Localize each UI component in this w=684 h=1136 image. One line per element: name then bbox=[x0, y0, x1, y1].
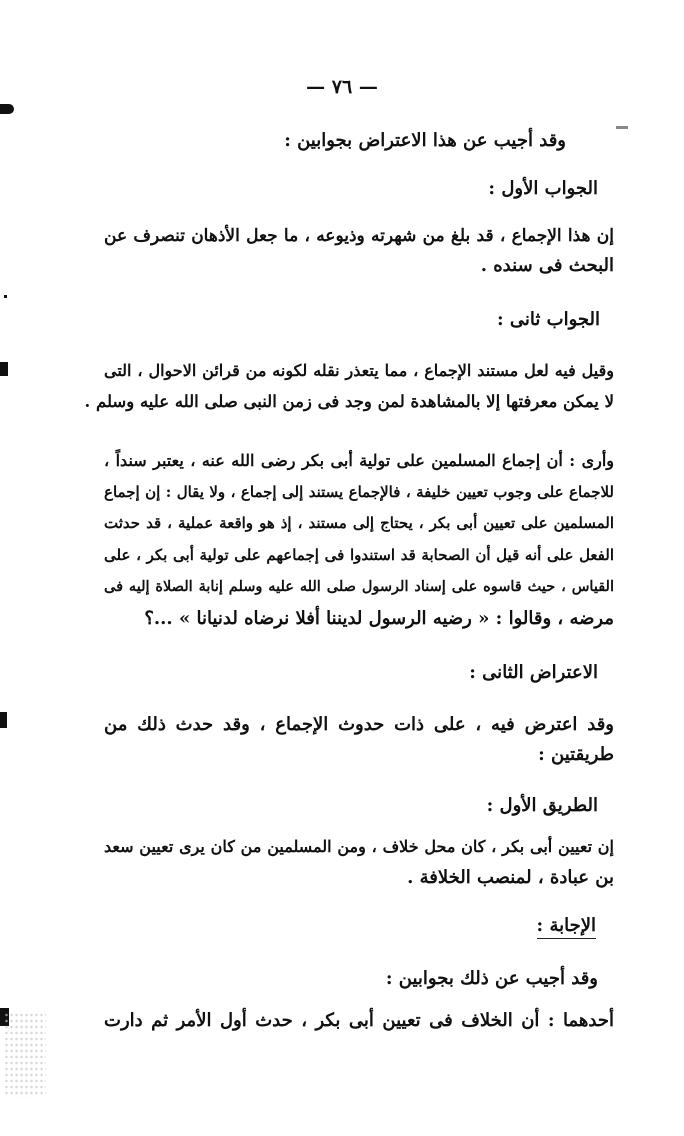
paragraph-line: إن هذا الإجماع ، قد بلغ من شهرته وذيوعه ، ما جعل الأذهان تنصرف عن bbox=[104, 226, 614, 246]
scan-mark bbox=[0, 712, 7, 728]
paragraph-line: المسلمين على تعيين أبى بكر ، يحتاج إلى مستند ، إذ هو واقعة عملية ، قد حدثت bbox=[104, 514, 614, 532]
paragraph-line: لا يمكن معرفتها إلا بالمشاهدة لمن وجد فى زمن النبى صلى الله عليه وسلم . bbox=[84, 392, 614, 411]
paragraph-line: الفعل على أنه قيل أن الصحابة قد استندوا فى إجماعهم على تولية أبى بكر ، على bbox=[104, 546, 614, 564]
scan-noise bbox=[4, 1012, 46, 1098]
paragraph-line: البحث فى سنده . bbox=[480, 255, 614, 276]
paragraph-line: مرضه ، وقالوا : « رضيه الرسول لديننا أفلا نرضاه لدنيانا » ...؟ bbox=[144, 608, 614, 629]
scan-mark bbox=[4, 295, 7, 298]
paragraph-line: أحدهما : أن الخلاف فى تعيين أبى بكر ، حدث أول الأمر ثم دارت bbox=[104, 1010, 614, 1031]
paragraph-line: وقد أجيب عن هذا الاعتراض بجوابين : bbox=[284, 130, 566, 151]
answer-heading-text: الإجابة : bbox=[537, 915, 596, 939]
scan-mark bbox=[0, 104, 14, 114]
paragraph-line: وقيل فيه لعل مستند الإجماع ، مما يتعذر نقله لكونه من قرائن الاحوال ، التى bbox=[104, 361, 614, 380]
page-number: — ٧٦ — bbox=[306, 76, 378, 98]
paragraph-line: وقد أجيب عن ذلك بجوابين : bbox=[385, 968, 598, 989]
answer-heading bbox=[537, 913, 596, 939]
subsection-heading: الطريق الأول : bbox=[486, 795, 598, 816]
paragraph-line: للاجماع على وجوب تعيين خليفة ، فالإجماع يستند إلى إجماع ، ولا يقال : إن إجماع bbox=[104, 483, 614, 501]
section-heading: الاعتراض الثانى : bbox=[469, 662, 598, 683]
paragraph-line: وأرى : أن إجماع المسلمين على تولية أبى بكر رضى الله عنه ، يعتبر سنداً ، bbox=[104, 451, 614, 470]
paragraph-line: بن عبادة ، لمنصب الخلافة . bbox=[407, 867, 614, 888]
paragraph-line: القياس ، حيث قاسوه على إسناد الرسول صلى الله عليه وسلم إنابة الصلاة إليه فى bbox=[104, 578, 614, 595]
scan-mark bbox=[616, 126, 628, 129]
section-heading: الجواب ثانى : bbox=[496, 309, 600, 330]
scan-mark bbox=[0, 362, 8, 376]
paragraph-line: إن تعيين أبى بكر ، كان محل خلاف ، ومن المسلمين من كان يرى تعيين سعد bbox=[104, 837, 614, 856]
paragraph-line: طريقتين : bbox=[538, 744, 614, 765]
paragraph-line: وقد اعترض فيه ، على ذات حدوث الإجماع ، وقد حدث ذلك من bbox=[104, 714, 614, 735]
section-heading: الجواب الأول : bbox=[488, 178, 598, 199]
